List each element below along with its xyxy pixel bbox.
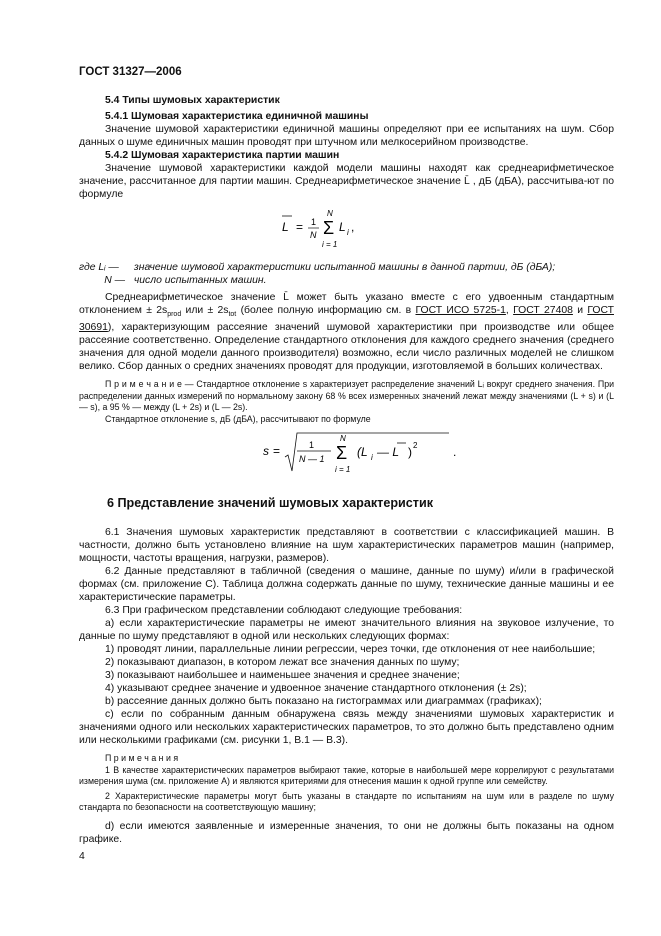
formula-std-mid: — L (376, 445, 399, 460)
formula-std-bottom: i = 1 (334, 465, 350, 475)
formula-std-pow: 2 (412, 441, 417, 451)
section-5-4-2-text: Значение шумовой характеристики каждой модели машины находят как среднеарифметическое значение, рассчитанное для партии машин. Среднеарифметическое значение L̄ , дБ (дБА), рассчитыва-ют по формуле (79, 163, 614, 200)
formula-mean (79, 207, 614, 255)
std-formula-intro: Стандартное отклонение s, дБ (дБА), рассчитывают по формуле (105, 413, 371, 424)
link-gost-27408[interactable]: ГОСТ 27408 (513, 305, 573, 316)
section-5-4-1-text: Значение шумовой характеристики единичной машины определяют при ее испытаниях на шум. Сбор данных о шуме единичных машин проводят при штучном или мелкосерийном производстве. (79, 124, 614, 148)
formula-mean-sub: i (346, 228, 349, 237)
list-item: 3) показывают наибольшее и наименьшее значения и среднее значение; (105, 670, 460, 682)
formula-std-svg (257, 429, 477, 475)
formula-mean-top: N (326, 209, 333, 218)
formula-std-top: N (339, 434, 346, 444)
formula-mean-sigma: Σ (322, 218, 334, 238)
formula-std-end: . (452, 445, 456, 460)
list-item: b) рассеяние данных должно быть показано на гистограммах или диаграммах (графиках); (105, 696, 542, 708)
clause-6-2: 6.2 Данные представляют в табличной (сведения о машине, данные по шуму) и/или в графической формах (см. приложение С). Таблица должна содержать данные по шуму, технические данные машины и ее характеристические параметры. (79, 566, 614, 604)
formula-mean-lhs: L (281, 220, 289, 234)
formula-std (119, 429, 614, 479)
formula-std-eq: = (272, 444, 280, 459)
section-5-4-2-title: 5.4.2 Шумовая характеристика партии машин (105, 150, 340, 161)
formula-std-sigma: Σ (335, 443, 347, 464)
note-1: 1 В качестве характеристических параметров выбирают такие, которые в наибольшей мере коррелируют с результатами измерения шума (см. приложение А) и являются критериями для отнесения машин к одной группе или семейству. (79, 764, 614, 787)
section-5-4-title: 5.4 Типы шумовых характеристик (105, 95, 280, 106)
formula-mean-bottom: i = 1 (321, 240, 337, 249)
formula-std-den: N — 1 (298, 454, 325, 465)
std-deviation-paragraph: Среднеарифметическое значение L̄ может быть указано вместе с его удвоенным стандартным отклонением ± $2s_{prod}$ или ± $2s_{tot}$ (более полную информацию см. в ГОСТ ИСО 5725-1, ГОСТ 27408 и ГОСТ 30691), характеризующим рассеяние значений шумовой характеристики при производстве или общее рассеяние соответственно. Определение стандартного отклонения для каждого среднего значения (среднего значения для одной модели данного производителя) возможно, если число различных моделей не слишком велико. Сбор данных о средних значениях проводят для продукции, изготовляемой в больших количествах. (79, 292, 614, 373)
clause-6-3-d: d) если имеются заявленные и измеренные значения, то они не должны быть показаны на одном графике. (79, 820, 614, 845)
clause-6-3-a: а) если характеристические параметры не имеют значительного влияния на звуковое излучение, то данные по шуму представляют в одной или нескольких следующих формах: (79, 618, 614, 643)
page-number: 4 (79, 851, 85, 862)
formula-mean-term: L (338, 220, 346, 234)
document-header: ГОСТ 31327—2006 (79, 66, 182, 78)
formula-std-num: 1 (308, 440, 314, 451)
list-item: 4) указывают среднее значение и удвоенное значение стандартного отклонения (± 2s); (105, 683, 527, 695)
formula-std-close: ) (407, 445, 412, 460)
note-std-deviation: П р и м е ч а н и е — Стандартное отклонение s характеризует распределение значений Lᵢ вокруг среднего значения. При распределении данных измерений по нормальному закону 68 % всех измеренных значений лежат между значениями (L + s) и (L — s), а 95 % — между (L + 2s) и (L — 2s). (79, 379, 614, 413)
formula-definitions (79, 261, 614, 287)
formula-std-term: (L (356, 445, 368, 460)
link-gost-30691[interactable]: ГОСТ 30691 (79, 305, 614, 334)
clause-6-3-c: с) если по собранным данным обнаружена связь между значениями шумовых характеристик и значениями одного или нескольких характеристических параметров, то это должно быть представлено одним или несколькими графиками (см. рисунки 1, В.1 — В.3). (79, 709, 614, 747)
definition-li: где Lᵢ — значение шумовой характеристики испытанной машины в данной партии, дБ (дБА); (79, 262, 556, 273)
page-content (79, 94, 614, 846)
note-2: 2 Характеристические параметры могут быть указаны в стандарте по испытаниям на шум или в разделе по шуму стандарта по безопасности на соответствующую машину; (79, 790, 614, 813)
clause-6-1: 6.1 Значения шумовых характеристик представляют в соответствии с классификацией машин. В частности, должно быть установлено влияние на шум характеристических параметров машин (например, мощности, частоты вращения, нагрузки, размеров). (79, 527, 614, 565)
section-5-4-1-title: 5.4.1 Шумовая характеристика единичной машины (105, 111, 369, 122)
formula-mean-den: N (309, 230, 316, 240)
definition-n: N — число испытанных машин. (104, 275, 267, 286)
notes-label: П р и м е ч а н и я (105, 753, 179, 764)
formula-std-sub: i (370, 453, 373, 463)
formula-mean-eq: = (295, 220, 303, 234)
section-6-title: 6 Представление значений шумовых характеристик (107, 496, 433, 511)
formula-mean-end: , (350, 220, 354, 234)
list-item: 2) показывают диапазон, в котором лежат все значения данных по шуму; (105, 657, 460, 669)
list-item: 1) проводят линии, параллельные линии регрессии, через точки, где отклонения от нее наибольшие; (105, 644, 596, 656)
clause-6-3: 6.3 При графическом представлении соблюдают следующие требования: (105, 605, 463, 617)
formula-std-lhs: s (262, 444, 269, 459)
formula-mean-num: 1 (310, 217, 316, 227)
link-gost-iso-5725-1[interactable]: ГОСТ ИСО 5725-1 (415, 305, 506, 316)
formula-mean-svg (272, 207, 422, 251)
